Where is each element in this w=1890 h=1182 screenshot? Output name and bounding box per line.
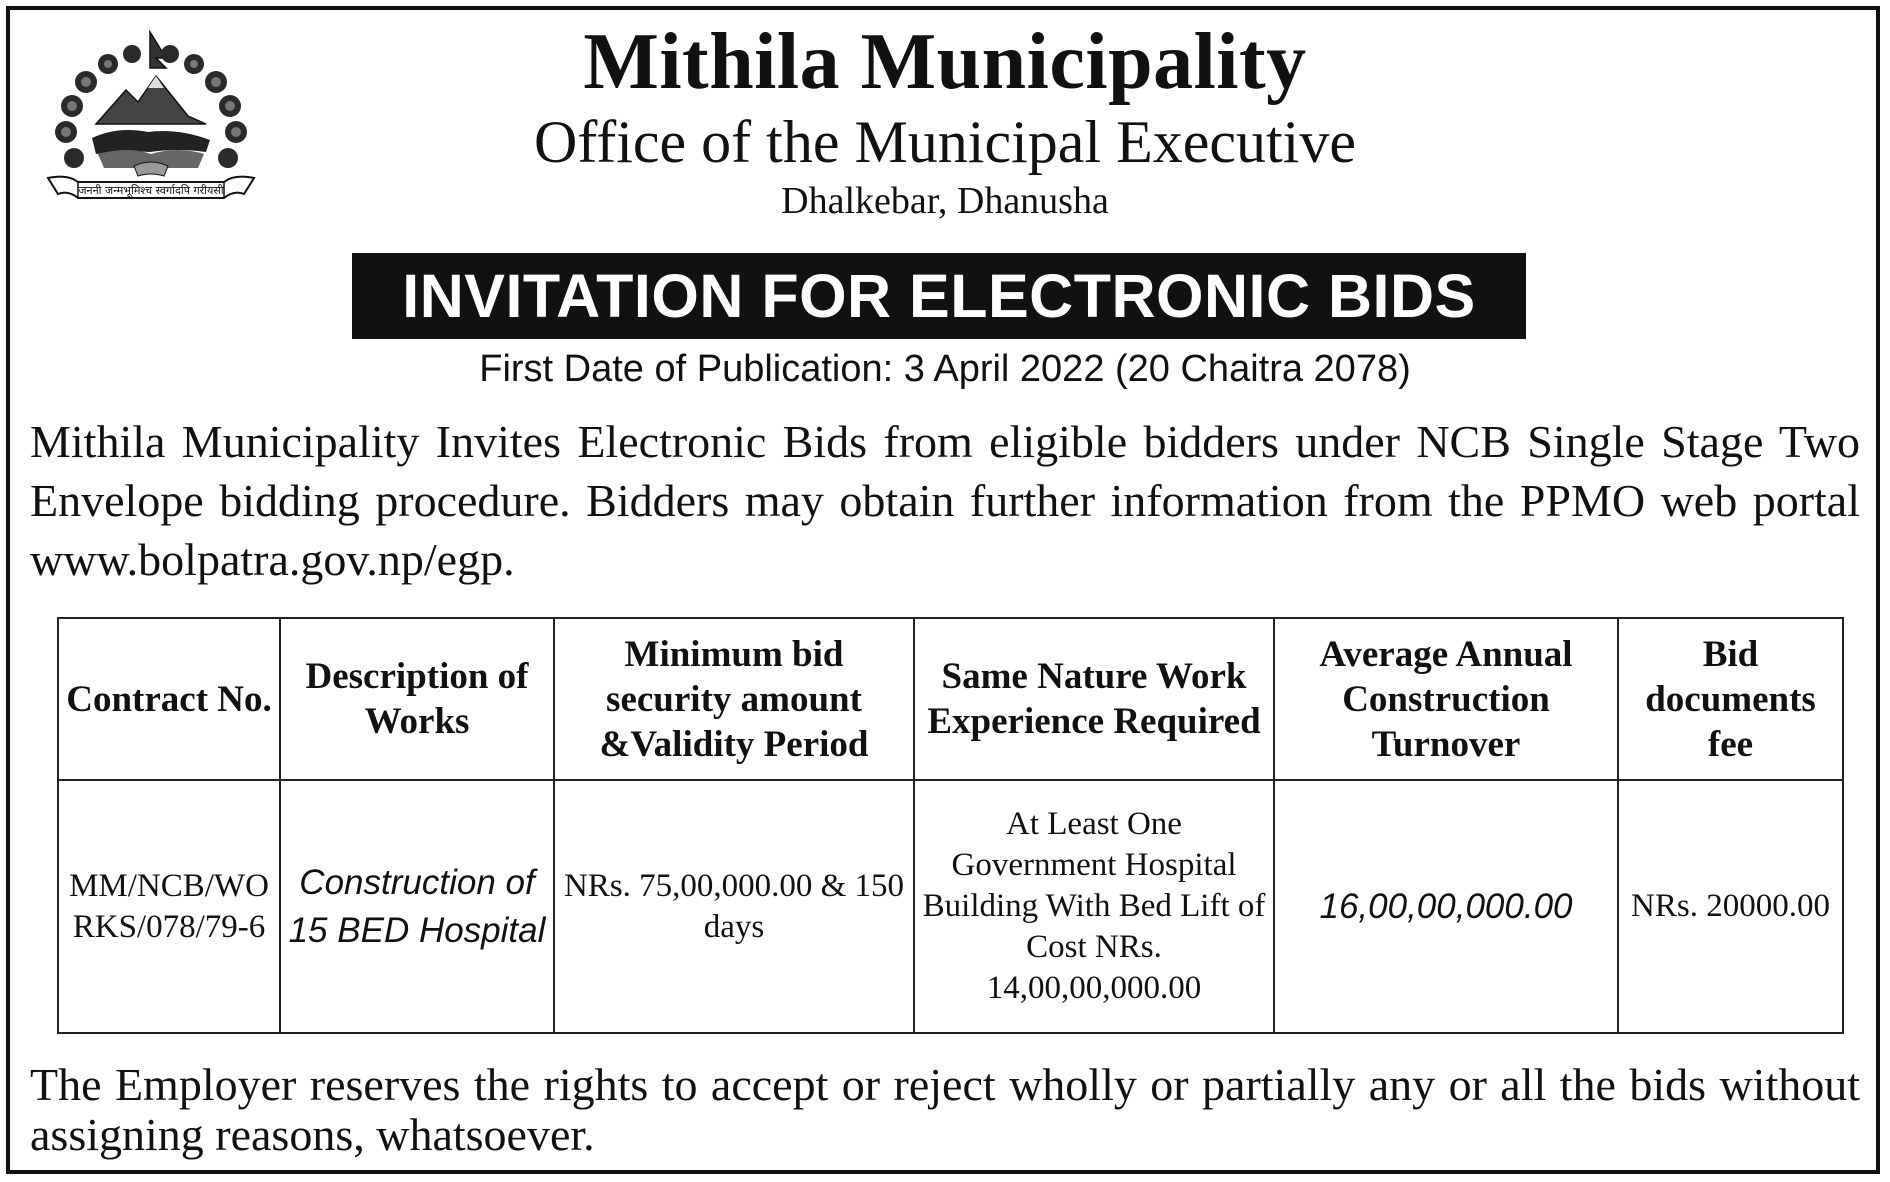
footer-disclaimer: The Employer reserves the rights to accept or reject wholly or partially any or all the bids without assigning reasons, whatsoever. bbox=[30, 1059, 1860, 1160]
header-experience: Same Nature Work Experience Required bbox=[914, 618, 1274, 780]
publication-date: First Date of Publication: 3 April 2022 (20 Chaitra 2078) bbox=[479, 348, 1411, 390]
cell-bid-security: NRs. 75,00,000.00 & 150 days bbox=[554, 780, 914, 1033]
header-description: Description of Works bbox=[280, 618, 554, 780]
emblem-motto: जननी जन्मभूमिश्च स्वर्गादपि गरीयसी bbox=[78, 184, 224, 197]
table-header-row bbox=[58, 618, 1843, 780]
header-bid-security: Minimum bid security amount &Validity Period bbox=[554, 618, 914, 780]
cell-fee: NRs. 20000.00 bbox=[1618, 780, 1843, 1033]
table-row bbox=[58, 780, 1843, 1033]
cell-turnover: 16,00,00,000.00 bbox=[1274, 780, 1618, 1033]
office-subtitle: Office of the Municipal Executive bbox=[534, 109, 1356, 175]
cell-experience: At Least One Government Hospital Building With Bed Lift of Cost NRs. 14,00,00,000.00 bbox=[914, 780, 1274, 1033]
header-contract-no: Contract No. bbox=[58, 618, 280, 780]
invitation-banner: INVITATION FOR ELECTRONIC BIDS bbox=[352, 253, 1526, 339]
header-fee: Bid documents fee bbox=[1618, 618, 1843, 780]
cell-description: Construction of 15 BED Hospital bbox=[280, 780, 554, 1033]
intro-paragraph: Mithila Municipality Invites Electronic Bids from eligible bidders under NCB Single Stage Two Envelope bidding procedure. Bidders may obtain further information from the PPMO web portal www.bolpatra.gov.np/egp. bbox=[30, 416, 1860, 585]
cell-contract-no: MM/NCB/WORKS/078/79-6 bbox=[58, 780, 280, 1033]
office-address: Dhalkebar, Dhanusha bbox=[781, 180, 1109, 222]
bid-details-table bbox=[57, 617, 1844, 1034]
page-title: Mithila Municipality bbox=[583, 18, 1307, 106]
header-turnover: Average Annual Construction Turnover bbox=[1274, 618, 1618, 780]
